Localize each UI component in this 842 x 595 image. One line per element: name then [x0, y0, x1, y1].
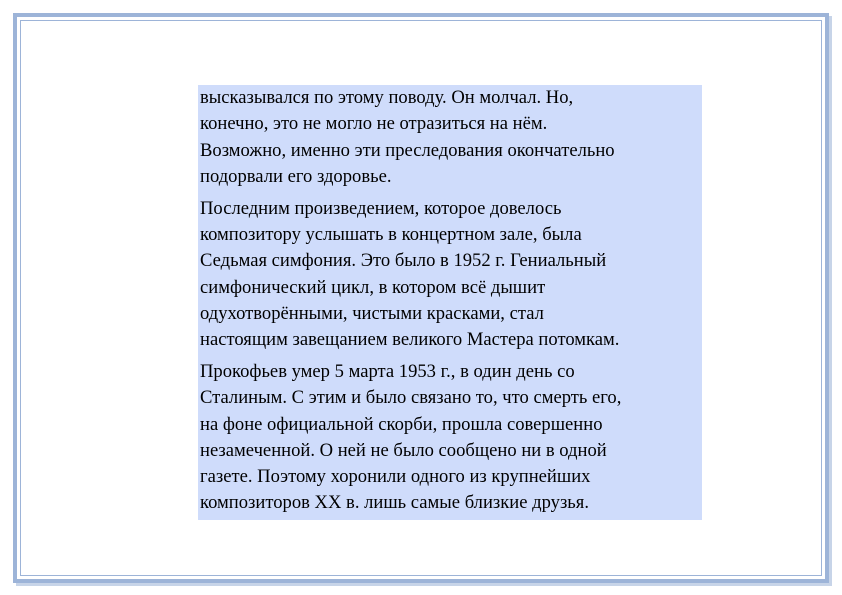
- paragraph: [200, 359, 702, 517]
- text-line: Прокофьев умер 5 марта 1953 г., в один день со: [200, 360, 575, 382]
- paragraph: [200, 196, 702, 354]
- text-line: Сталиным. С этим и было связано то, что смерть его,: [200, 387, 622, 409]
- text-line: одухотворёнными, чистыми красками, стал: [200, 302, 544, 324]
- text-line: незамеченной. О ней не было сообщено ни в одной: [200, 439, 607, 461]
- paragraph: [200, 85, 702, 190]
- frame-shadow: [16, 583, 832, 586]
- text-line: настоящим завещанием великого Мастера потомкам.: [200, 329, 620, 351]
- text-line: Седьмая симфония. Это было в 1952 г. Гениальный: [200, 250, 607, 272]
- text-line: газете. Поэтому хоронили одного из крупнейших: [200, 466, 591, 488]
- text-line: на фоне официальной скорби, прошла совершенно: [200, 413, 603, 435]
- text-line: конечно, это не могло не отразиться на нём.: [200, 113, 548, 135]
- text-line: Последним произведением, которое довелось: [200, 197, 562, 219]
- text-line: высказывался по этому поводу. Он молчал. Но,: [200, 87, 574, 108]
- frame-shadow: [829, 16, 832, 586]
- text-line: Возможно, именно эти преследования окончательно: [200, 139, 615, 161]
- text-line: композиторов XX в. лишь самые близкие друзья.: [200, 492, 589, 514]
- text-line: подорвали его здоровье.: [200, 165, 392, 187]
- text-line: композитору услышать в концертном зале, была: [200, 223, 582, 245]
- text-line: симфонический цикл, в котором всё дышит: [200, 276, 546, 298]
- text-box: [198, 85, 702, 520]
